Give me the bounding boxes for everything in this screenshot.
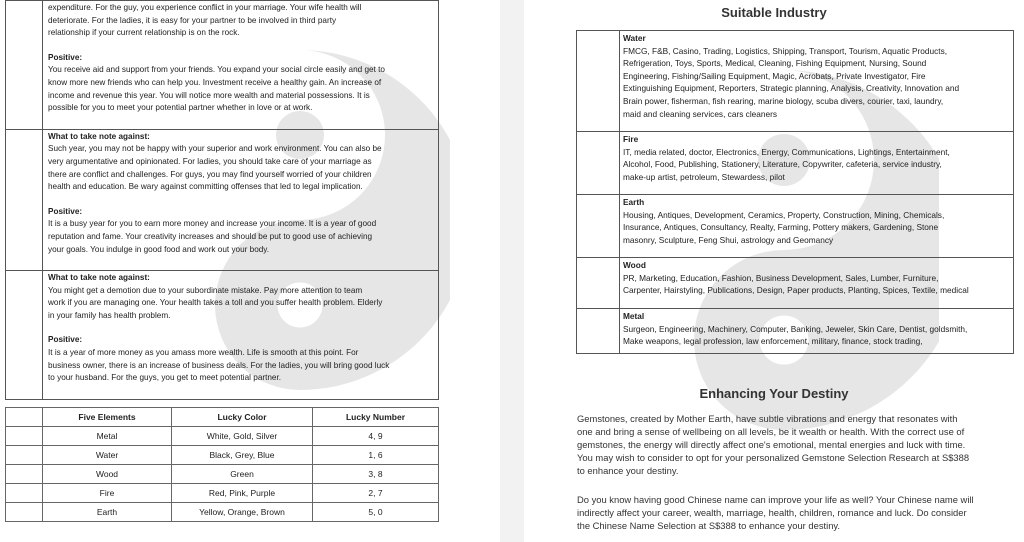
chinese-name-paragraph bbox=[577, 493, 1017, 532]
reading-line: It is a year of more money as you amass more wealth. Life is smooth at this point. For bbox=[48, 348, 359, 358]
reading-line bbox=[48, 322, 434, 334]
industry-element-label: Wood bbox=[623, 260, 646, 270]
gemstone-paragraph bbox=[577, 412, 1017, 477]
reading-line: business owner, there is an increase of business deals. For the ladies, you will bring good luck bbox=[48, 360, 390, 370]
reading-row bbox=[6, 129, 439, 270]
industry-line: make-up artist, petroleum, Stewardess, pilot bbox=[623, 171, 785, 182]
reading-row bbox=[6, 1, 439, 130]
reading-text-cell bbox=[43, 271, 439, 400]
reading-line bbox=[48, 385, 434, 397]
reading-line: your goals. You indulge in good food and work out your body. bbox=[48, 244, 270, 254]
industry-line: IT, media related, doctor, Electronics, Energy, Communications, Lightings, Entertainment, bbox=[623, 146, 950, 157]
paragraph-line: gemstones, the energy will directly affect one's emotional, mental energies and luck with time. bbox=[577, 439, 966, 450]
suitable-industry-title: Suitable Industry bbox=[721, 5, 827, 20]
reading-index-cell bbox=[6, 271, 43, 400]
color-cell: Red, Pink, Purple bbox=[172, 484, 313, 503]
industry-text-cell bbox=[620, 195, 1014, 258]
reading-heading: What to take note against: bbox=[48, 273, 150, 283]
industry-line: Engineering, Fishing/Sailing Equipment, Magic, Acrobats, Private Investigator, Fire bbox=[623, 70, 926, 81]
number-cell: 5, 0 bbox=[313, 503, 439, 522]
industry-line: PR, Marketing, Education, Fashion, Business Development, Sales, Lumber, Furniture, bbox=[623, 272, 939, 283]
color-cell: Black, Grey, Blue bbox=[172, 446, 313, 465]
number-cell: 3, 8 bbox=[313, 465, 439, 484]
reading-heading: Positive: bbox=[48, 52, 83, 62]
reading-line: expenditure. For the guy, you experience conflict in your marriage. Your wife health will bbox=[48, 3, 362, 12]
color-cell: Yellow, Orange, Brown bbox=[172, 503, 313, 522]
industry-line: maid and cleaning services, cars cleaners bbox=[623, 108, 778, 119]
industry-text-cell bbox=[620, 132, 1014, 195]
industry-row-wood bbox=[577, 258, 1014, 309]
index-cell bbox=[6, 446, 43, 465]
header-five-elements: Five Elements bbox=[43, 408, 172, 427]
reading-line: in your family has health problem. bbox=[48, 310, 171, 320]
industry-line: Refrigeration, Toys, Sports, Medical, Cleaning, Fishing Equipment, Nursing, Sound bbox=[623, 58, 927, 69]
paragraph-line: Do you know having good Chinese name can improve your life as well? Your Chinese name will bbox=[577, 494, 974, 505]
industry-row-fire bbox=[577, 132, 1014, 195]
lucky-elements-table bbox=[5, 407, 439, 522]
paragraph-line: You may wish to consider to opt for your personalized Gemstone Selection Research at S$388 bbox=[577, 452, 970, 463]
industry-index-cell bbox=[577, 309, 620, 354]
industry-element-label: Fire bbox=[623, 134, 639, 144]
industry-line: Insurance, Antiques, Consultancy, Realty, Farming, Pottery makers, Gardening, Stone bbox=[623, 222, 939, 233]
reading-line: deteriorate. For the ladies, it is easy for your partner to be involved in third party bbox=[48, 15, 337, 25]
industry-row-metal bbox=[577, 309, 1014, 354]
reading-line bbox=[48, 194, 434, 206]
color-cell: White, Gold, Silver bbox=[172, 427, 313, 446]
left-page bbox=[0, 0, 500, 542]
reading-line bbox=[48, 40, 434, 52]
index-cell bbox=[6, 484, 43, 503]
reading-line: Such year, you may not be happy with your superior and work environment. You can also be bbox=[48, 144, 382, 154]
industry-text-cell bbox=[620, 309, 1014, 354]
header-lucky-number: Lucky Number bbox=[313, 408, 439, 427]
reading-line: income and revenue this year. You will notice more wealth and material possessions. It is bbox=[48, 90, 370, 100]
industry-line: FMCG, F&B, Casino, Trading, Logistics, Shipping, Transport, Tourism, Aquatic Products, bbox=[623, 45, 948, 56]
reading-line: You receive aid and support from your friends. You expand your social circle easily and get to bbox=[48, 65, 385, 75]
number-cell: 2, 7 bbox=[313, 484, 439, 503]
industry-index-cell bbox=[577, 132, 620, 195]
industry-element-label: Earth bbox=[623, 197, 645, 207]
header-lucky-color: Lucky Color bbox=[172, 408, 313, 427]
reading-line: work if you are managing one. Your health takes a toll and you suffer health problem. Elderly bbox=[48, 298, 383, 308]
industry-line: Brain power, fisherman, fish rearing, marine biology, scuba divers, courier, taxi, laundry, bbox=[623, 95, 944, 106]
table-row bbox=[6, 465, 439, 484]
element-cell: Water bbox=[43, 446, 172, 465]
reading-line: there are conflict and challenges. For guys, you may find yourself worried of your children bbox=[48, 169, 372, 179]
reading-line: health and education. Be wary against committing offenses that led to legal implication. bbox=[48, 182, 363, 192]
reading-heading: What to take note against: bbox=[48, 131, 150, 141]
number-cell: 1, 6 bbox=[313, 446, 439, 465]
page-gutter bbox=[500, 0, 524, 542]
reading-heading: Positive: bbox=[48, 206, 83, 216]
reading-text-cell bbox=[43, 129, 439, 270]
index-cell bbox=[6, 465, 43, 484]
paragraph-line: indirectly affect your career, wealth, marriage, health, children, romance and luck. Do consider bbox=[577, 507, 967, 518]
table-row bbox=[6, 446, 439, 465]
industry-index-cell bbox=[577, 195, 620, 258]
header-index-cell bbox=[6, 408, 43, 427]
reading-line: possible for you to meet your potential partner whether in love or at work. bbox=[48, 103, 313, 113]
reading-line: You might get a demotion due to your subordinate mistake. Pay more attention to team bbox=[48, 285, 363, 295]
reading-line: reputation and fame. Your creativity increases and should be put to good use of achieving bbox=[48, 231, 373, 241]
reading-line: relationship if your current relationship is on the rock. bbox=[48, 28, 240, 38]
reading-index-cell bbox=[6, 1, 43, 130]
industry-element-label: Water bbox=[623, 33, 646, 43]
industry-index-cell bbox=[577, 31, 620, 132]
index-cell bbox=[6, 503, 43, 522]
suitable-industry-table bbox=[576, 30, 1014, 354]
industry-row-earth bbox=[577, 195, 1014, 258]
element-cell: Earth bbox=[43, 503, 172, 522]
industry-line: Make weapons, legal profession, law enforcement, military, finance, stock trading, bbox=[623, 336, 923, 347]
right-page bbox=[524, 0, 1024, 542]
paragraph-line: one and bring a sense of wellbeing on all levels, be it wealth or health. With the correct use of bbox=[577, 426, 965, 437]
color-cell: Green bbox=[172, 465, 313, 484]
enhancing-destiny-title: Enhancing Your Destiny bbox=[699, 386, 849, 401]
reading-line: know more new friends who can help you. Investment receive a healthy gain. An increase of bbox=[48, 77, 382, 87]
reading-line bbox=[48, 256, 434, 268]
industry-line: masonry, Sculpture, Feng Shui, astrology and Geomancy bbox=[623, 234, 834, 245]
reading-heading: Positive: bbox=[48, 335, 83, 345]
industry-line: Housing, Antiques, Development, Ceramics, Property, Construction, Mining, Chemicals, bbox=[623, 209, 945, 220]
reading-line: It is a busy year for you to earn more money and increase your income. It is a year of good bbox=[48, 219, 377, 229]
industry-line: Extinguishing Equipment, Reporters, Strategic planning, Analysis, Creativity, Innovation and bbox=[623, 83, 960, 94]
paragraph-line: Gemstones, created by Mother Earth, have subtle vibrations and energy that resonates with bbox=[577, 413, 958, 424]
table-row bbox=[6, 484, 439, 503]
table-row bbox=[6, 503, 439, 522]
reading-line: very argumentative and opinionated. For ladies, you should take care of your marriage as bbox=[48, 156, 372, 166]
element-cell: Metal bbox=[43, 427, 172, 446]
lucky-table-header bbox=[6, 408, 439, 427]
industry-line: Surgeon, Engineering, Machinery, Computer, Banking, Jeweler, Skin Care, Dentist, goldsmith, bbox=[623, 323, 968, 334]
reading-line bbox=[48, 115, 434, 127]
reading-index-cell bbox=[6, 129, 43, 270]
industry-text-cell bbox=[620, 258, 1014, 309]
paragraph-line: to enhance your destiny. bbox=[577, 465, 679, 476]
industry-element-label: Metal bbox=[623, 311, 645, 321]
industry-text-cell bbox=[620, 31, 1014, 132]
industry-row-water bbox=[577, 31, 1014, 132]
yearly-readings-table bbox=[5, 0, 439, 400]
industry-line: Alcohol, Food, Publishing, Stationery, Literature, Copywriter, cafeteria, service industry, bbox=[623, 159, 942, 170]
element-cell: Fire bbox=[43, 484, 172, 503]
reading-row bbox=[6, 271, 439, 400]
table-row bbox=[6, 427, 439, 446]
industry-index-cell bbox=[577, 258, 620, 309]
reading-text-cell bbox=[43, 1, 439, 130]
element-cell: Wood bbox=[43, 465, 172, 484]
reading-line: to your husband. For the guys, you get to meet potential partner. bbox=[48, 373, 282, 383]
index-cell bbox=[6, 427, 43, 446]
paragraph-line: the Chinese Name Selection at S$388 to enhance your destiny. bbox=[577, 520, 841, 531]
industry-line: Carpenter, Hairstyling, Publications, Design, Paper products, Planting, Spices, Textile, medical bbox=[623, 285, 969, 296]
number-cell: 4, 9 bbox=[313, 427, 439, 446]
